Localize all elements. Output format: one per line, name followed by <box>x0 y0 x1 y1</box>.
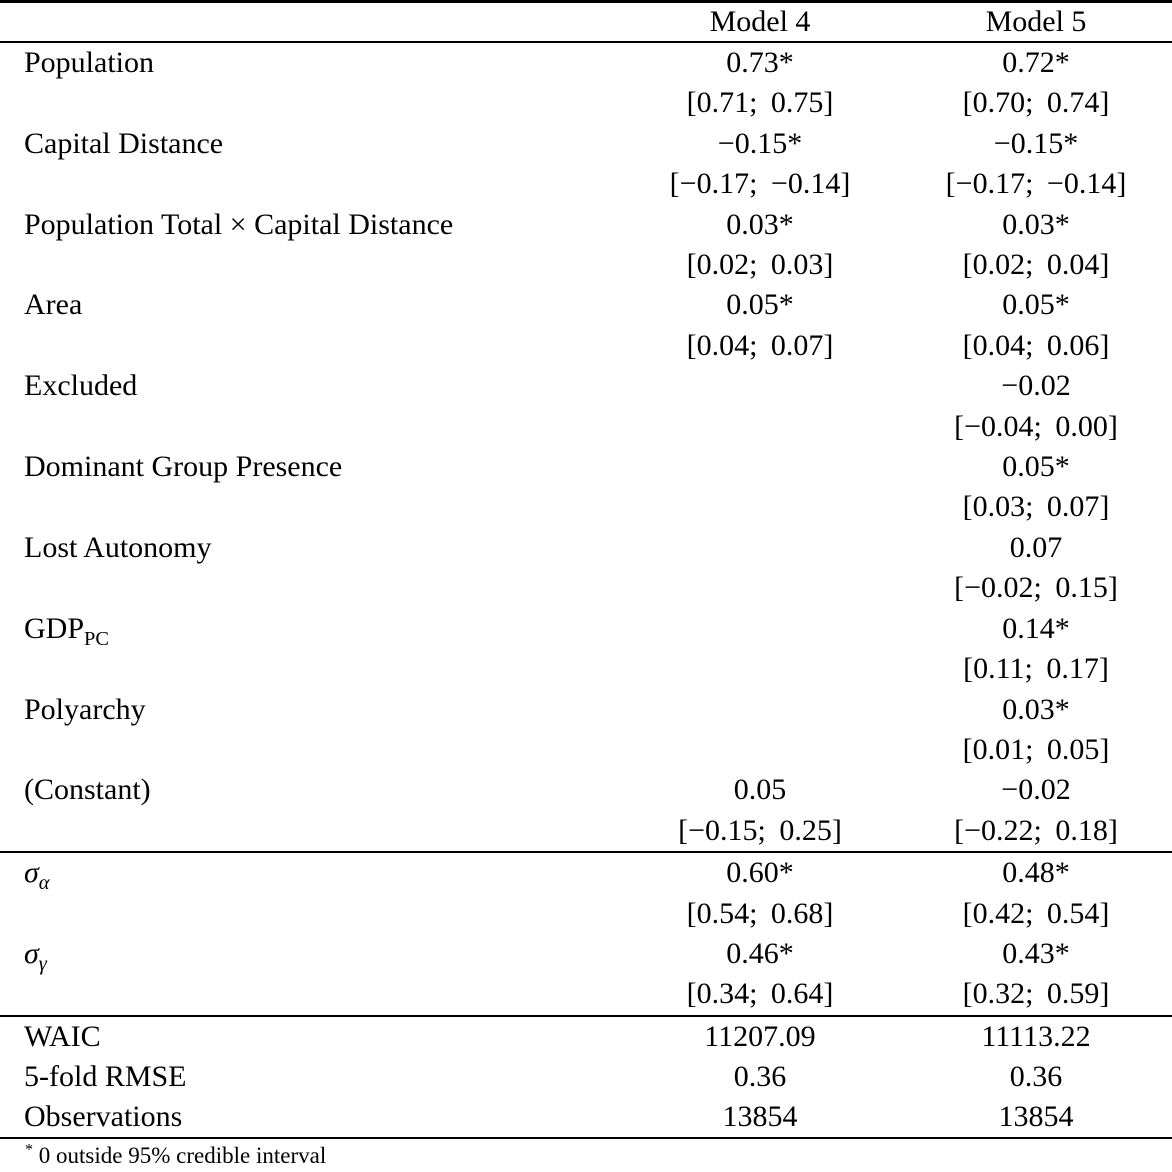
variance-components-section <box>0 852 1172 1016</box>
row-label <box>0 124 600 164</box>
m5-estimate: 0.05* <box>1002 450 1070 484</box>
row-label <box>0 609 600 649</box>
m4-credible-interval: [0.71; 0.75] <box>686 86 834 120</box>
m5-estimate: 0.05* <box>1002 288 1070 322</box>
sigma-subscript: γ <box>38 952 47 975</box>
coefficient-row <box>0 124 1172 164</box>
row-label-empty <box>0 811 600 852</box>
m5-credible-interval: [0.70; 0.74] <box>962 86 1110 120</box>
m4-estimate: 0.46* <box>726 936 794 970</box>
row-label-text: Dominant Group Presence <box>24 450 343 484</box>
ci-row <box>0 730 1172 770</box>
coefficients-section <box>0 42 1172 852</box>
header-label-empty <box>0 2 600 43</box>
m5-estimate: −0.02 <box>1001 369 1071 403</box>
statistic-row <box>0 1016 1172 1057</box>
m5-estimate: 0.43* <box>1002 936 1070 970</box>
row-label-empty <box>0 487 600 527</box>
m4-credible-interval <box>600 568 920 608</box>
m4-estimate: 0.73* <box>726 46 794 79</box>
m5-estimate: 0.14* <box>1002 611 1070 645</box>
ci-row <box>0 245 1172 285</box>
row-label-empty <box>0 407 600 447</box>
m4-estimate <box>600 690 920 730</box>
m5-estimate: 0.07 <box>1009 530 1063 564</box>
coefficient-row <box>0 285 1172 325</box>
row-label: Observations <box>24 1099 183 1133</box>
row-label-empty <box>0 730 600 770</box>
m4-credible-interval: [−0.17; −0.14] <box>669 167 851 201</box>
ci-row <box>0 487 1172 527</box>
m5-credible-interval: [0.04; 0.06] <box>962 328 1110 362</box>
row-label-text: GDP <box>24 611 85 645</box>
m5-statistic: 0.36 <box>1009 1059 1063 1093</box>
m4-estimate: 0.05* <box>726 288 794 322</box>
m4-credible-interval: [0.54; 0.68] <box>686 896 834 930</box>
m5-credible-interval: [−0.22; 0.18] <box>954 813 1118 847</box>
row-label <box>0 366 600 406</box>
m4-credible-interval: [0.02; 0.03] <box>686 248 834 282</box>
row-label <box>0 852 600 893</box>
ci-row <box>0 568 1172 608</box>
sigma-symbol: σ <box>24 856 39 890</box>
row-label-text: Population <box>24 46 155 79</box>
m4-estimate: 0.60* <box>726 856 794 890</box>
row-label-text: Polyarchy <box>24 692 146 726</box>
coefficient-row <box>0 366 1172 406</box>
m5-estimate: 0.03* <box>1002 207 1070 241</box>
m4-estimate: −0.15* <box>717 126 803 160</box>
ci-row <box>0 407 1172 447</box>
coefficient-row <box>0 609 1172 649</box>
row-label-text: Excluded <box>24 369 138 403</box>
m4-credible-interval <box>600 730 920 770</box>
row-label-empty <box>0 649 600 689</box>
footnote-marker: * <box>25 1141 34 1159</box>
fit-statistics-section <box>0 1016 1172 1138</box>
header-row <box>0 2 1172 43</box>
ci-row <box>0 164 1172 204</box>
m5-credible-interval: [0.01; 0.05] <box>962 732 1110 766</box>
row-label-text: (Constant) <box>24 773 151 807</box>
m4-credible-interval <box>600 487 920 527</box>
statistic-row <box>0 1097 1172 1138</box>
m4-statistic: 11207.09 <box>704 1019 816 1053</box>
row-label <box>0 690 600 730</box>
row-label-empty <box>0 326 600 366</box>
m5-statistic: 11113.22 <box>981 1019 1091 1053</box>
m4-estimate: 0.05 <box>733 773 787 807</box>
row-label <box>0 285 600 325</box>
row-label-empty <box>0 245 600 285</box>
ci-row <box>0 83 1172 123</box>
row-label: 5-fold RMSE <box>24 1059 187 1093</box>
row-label <box>0 42 600 83</box>
m5-credible-interval: [0.02; 0.04] <box>962 248 1110 282</box>
row-label <box>0 205 600 245</box>
m4-credible-interval <box>600 407 920 447</box>
m5-estimate: 0.48* <box>1002 856 1070 890</box>
variance-row <box>0 852 1172 893</box>
row-label-subscript: PC <box>84 627 109 650</box>
sigma-symbol: σ <box>24 936 39 970</box>
m5-credible-interval: [0.42; 0.54] <box>962 896 1110 930</box>
row-label-text: Area <box>24 288 83 322</box>
row-label-empty <box>0 164 600 204</box>
coefficient-row <box>0 528 1172 568</box>
m5-credible-interval: [0.32; 0.59] <box>962 977 1110 1011</box>
m5-estimate: −0.15* <box>993 126 1079 160</box>
ci-row <box>0 811 1172 852</box>
variance-row <box>0 934 1172 974</box>
row-label-empty <box>0 568 600 608</box>
row-label <box>0 770 600 810</box>
m5-credible-interval: [0.03; 0.07] <box>962 490 1110 524</box>
row-label-empty <box>0 974 600 1015</box>
table-footnote <box>0 1139 1172 1171</box>
row-label-empty <box>0 83 600 123</box>
row-label: WAIC <box>24 1019 101 1053</box>
coefficient-row <box>0 205 1172 245</box>
m4-estimate <box>600 528 920 568</box>
column-header-model-4: Model 4 <box>709 5 811 38</box>
m5-estimate: 0.03* <box>1002 692 1070 726</box>
ci-row <box>0 894 1172 934</box>
m4-credible-interval: [0.04; 0.07] <box>686 328 834 362</box>
m5-credible-interval: [0.11; 0.17] <box>963 652 1109 686</box>
row-label-text: Lost Autonomy <box>24 530 212 564</box>
m5-credible-interval: [−0.17; −0.14] <box>945 167 1127 201</box>
m4-credible-interval <box>600 649 920 689</box>
ci-row <box>0 326 1172 366</box>
statistic-row <box>0 1057 1172 1097</box>
m4-estimate: 0.03* <box>726 207 794 241</box>
coefficient-row <box>0 447 1172 487</box>
m4-estimate <box>600 366 920 406</box>
m4-credible-interval: [−0.15; 0.25] <box>678 813 842 847</box>
m5-statistic: 13854 <box>998 1099 1074 1133</box>
m4-statistic: 13854 <box>722 1099 798 1133</box>
m5-estimate: −0.02 <box>1001 773 1071 807</box>
row-label <box>0 528 600 568</box>
row-label <box>0 934 600 974</box>
coefficient-row <box>0 770 1172 810</box>
m4-statistic: 0.36 <box>733 1059 787 1093</box>
m4-estimate <box>600 447 920 487</box>
sigma-subscript: α <box>38 872 50 895</box>
footnote-text: 0 outside 95% credible interval <box>38 1142 327 1168</box>
column-header-model-5: Model 5 <box>985 5 1087 38</box>
coefficient-row <box>0 690 1172 730</box>
row-label-text: Population Total × Capital Distance <box>24 207 454 241</box>
ci-row <box>0 974 1172 1015</box>
row-label-empty <box>0 894 600 934</box>
m5-credible-interval: [−0.04; 0.00] <box>954 409 1118 443</box>
ci-row <box>0 649 1172 689</box>
m4-credible-interval: [0.34; 0.64] <box>686 977 834 1011</box>
m5-estimate: 0.72* <box>1002 46 1070 79</box>
row-label <box>0 447 600 487</box>
m4-estimate <box>600 609 920 649</box>
row-label-text: Capital Distance <box>24 126 224 160</box>
table-header <box>0 2 1172 43</box>
coefficient-row <box>0 42 1172 83</box>
m5-credible-interval: [−0.02; 0.15] <box>954 571 1118 605</box>
